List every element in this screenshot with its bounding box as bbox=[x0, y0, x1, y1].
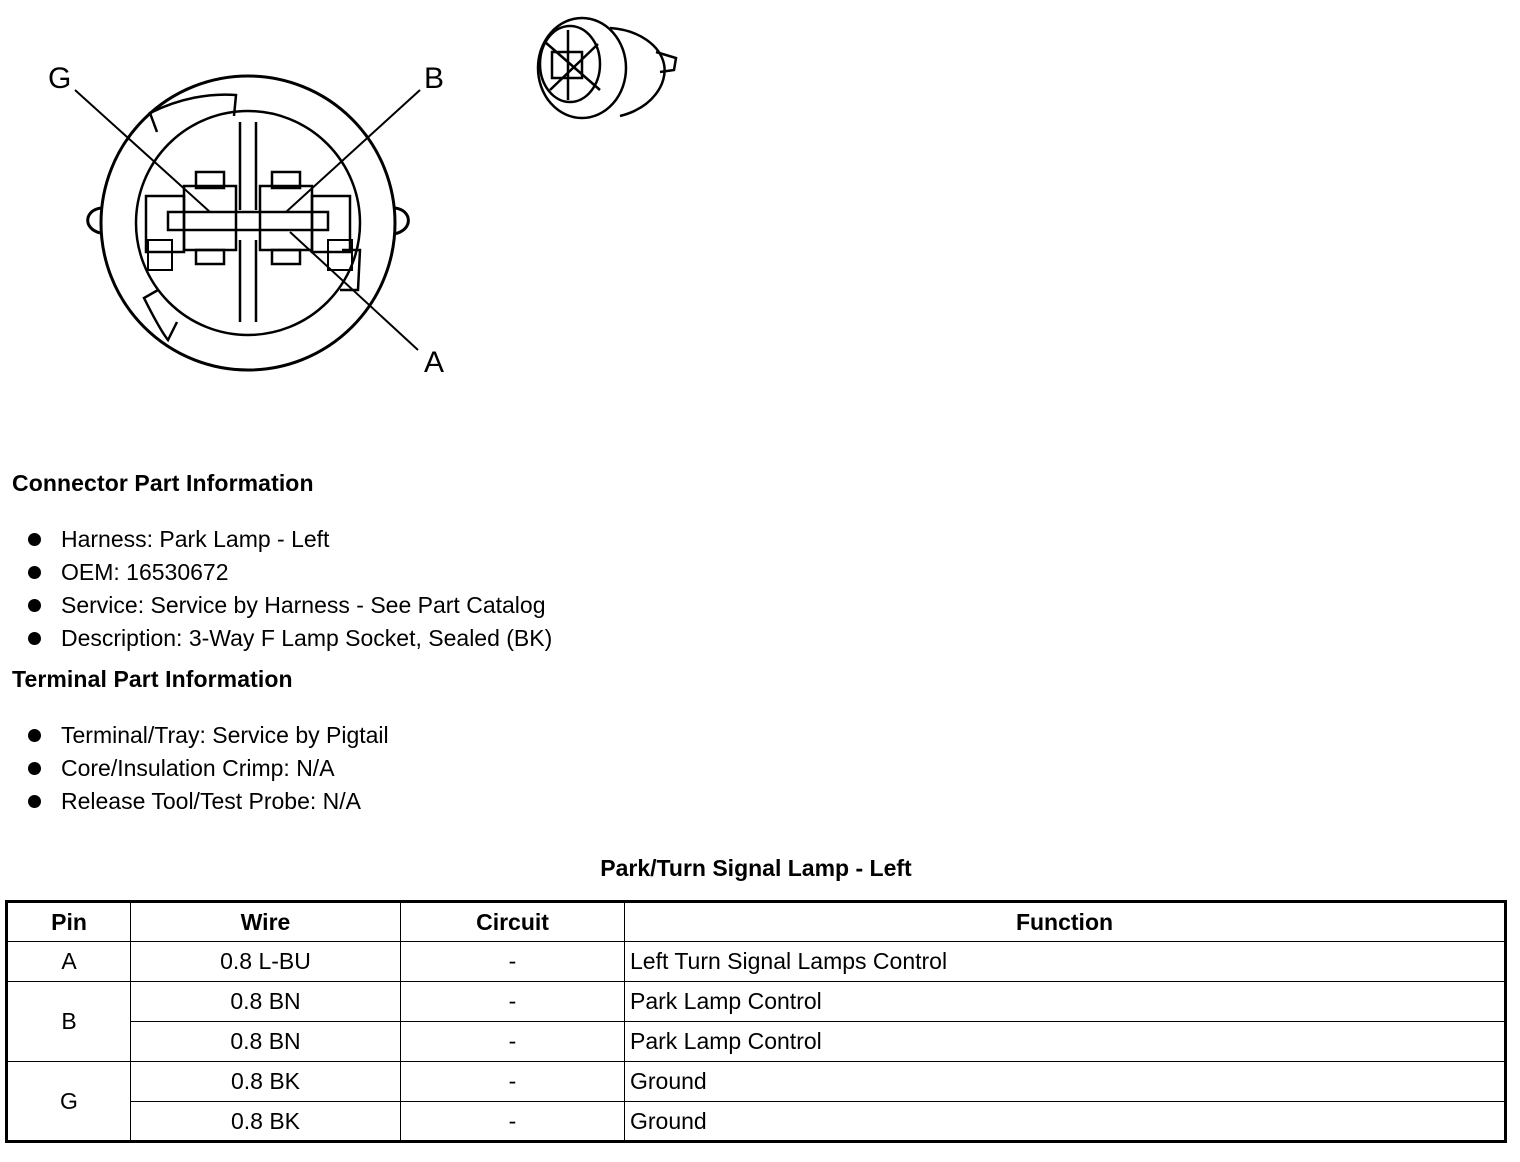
column-header-circuit: Circuit bbox=[401, 902, 625, 942]
bullet-icon bbox=[28, 632, 41, 645]
pin-label-b: B bbox=[424, 62, 445, 95]
list-item: Service: Service by Harness - See Part Catalog bbox=[28, 589, 552, 622]
pin-cell: B bbox=[7, 982, 131, 1062]
column-header-function: Function bbox=[625, 902, 1506, 942]
wire-cell: 0.8 BK bbox=[131, 1062, 401, 1102]
bullet-icon bbox=[28, 795, 41, 808]
leader-line-g bbox=[75, 90, 210, 212]
wire-cell: 0.8 L-BU bbox=[131, 942, 401, 982]
connector-part-information-list bbox=[28, 523, 552, 655]
connector-diagram bbox=[0, 0, 700, 400]
pin-cell: G bbox=[7, 1062, 131, 1142]
function-cell: Ground bbox=[625, 1102, 1506, 1142]
table-row bbox=[7, 1062, 1506, 1102]
circuit-cell: - bbox=[401, 1102, 625, 1142]
pin-label-g: G bbox=[48, 62, 72, 95]
bullet-icon bbox=[28, 599, 41, 612]
wire-cell: 0.8 BN bbox=[131, 1022, 401, 1062]
wire-cell: 0.8 BN bbox=[131, 982, 401, 1022]
list-item: OEM: 16530672 bbox=[28, 556, 552, 589]
pin-table bbox=[5, 900, 1507, 1143]
leader-line-b bbox=[286, 90, 420, 212]
horizontal-bar bbox=[168, 212, 328, 230]
function-cell: Park Lamp Control bbox=[625, 982, 1506, 1022]
connector-inner-ring bbox=[136, 111, 360, 335]
function-cell: Ground bbox=[625, 1062, 1506, 1102]
circuit-cell: - bbox=[401, 982, 625, 1022]
connector-part-information-heading: Connector Part Information bbox=[12, 470, 314, 496]
circuit-cell: - bbox=[401, 942, 625, 982]
table-row bbox=[7, 1022, 1506, 1062]
wire-cell: 0.8 BK bbox=[131, 1102, 401, 1142]
pin-table-title: Park/Turn Signal Lamp - Left bbox=[600, 855, 912, 881]
bullet-icon bbox=[28, 729, 41, 742]
list-item: Harness: Park Lamp - Left bbox=[28, 523, 552, 556]
circuit-cell: - bbox=[401, 1022, 625, 1062]
lamp-socket-illustration bbox=[538, 18, 676, 118]
terminal-part-information-list bbox=[28, 719, 389, 818]
bullet-icon bbox=[28, 533, 41, 546]
bullet-icon bbox=[28, 762, 41, 775]
list-item: Terminal/Tray: Service by Pigtail bbox=[28, 719, 389, 752]
table-row bbox=[7, 1102, 1506, 1142]
list-item: Description: 3-Way F Lamp Socket, Sealed (BK) bbox=[28, 622, 552, 655]
pin-cell: A bbox=[7, 942, 131, 982]
table-header-row bbox=[7, 902, 1506, 942]
pin-label-a: A bbox=[424, 346, 445, 379]
bullet-icon bbox=[28, 566, 41, 579]
column-header-wire: Wire bbox=[131, 902, 401, 942]
table-row bbox=[7, 942, 1506, 982]
function-cell: Park Lamp Control bbox=[625, 1022, 1506, 1062]
connector-left-ear bbox=[88, 208, 101, 233]
list-item: Release Tool/Test Probe: N/A bbox=[28, 785, 389, 818]
circuit-cell: - bbox=[401, 1062, 625, 1102]
function-cell: Left Turn Signal Lamps Control bbox=[625, 942, 1506, 982]
list-item: Core/Insulation Crimp: N/A bbox=[28, 752, 389, 785]
table-row bbox=[7, 982, 1506, 1022]
terminal-part-information-heading: Terminal Part Information bbox=[12, 666, 293, 692]
column-header-pin: Pin bbox=[7, 902, 131, 942]
